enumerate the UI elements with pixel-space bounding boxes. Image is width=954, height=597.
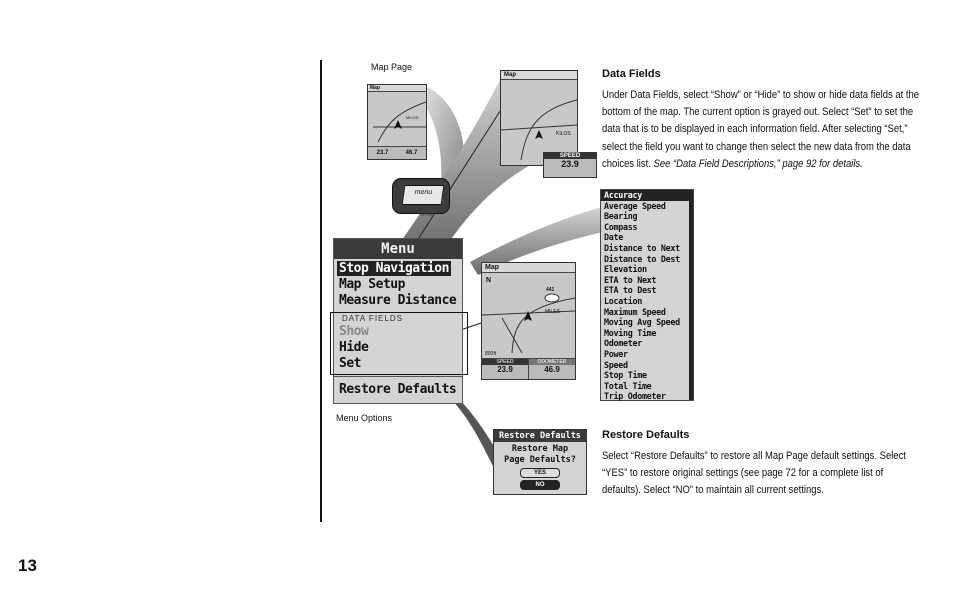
menu-option-set[interactable]: Set: [339, 356, 361, 371]
speed-field: [482, 359, 529, 379]
restore-defaults-dialog: [493, 429, 587, 495]
small-map-screen: [367, 84, 427, 160]
zoom-speed-field: [543, 152, 597, 178]
data-field-option[interactable]: Maximum Speed: [604, 306, 666, 317]
menu-key[interactable]: [392, 178, 450, 214]
data-field-option[interactable]: ETA to Next: [604, 274, 657, 285]
zoom-map-title: Map: [501, 71, 577, 80]
zoom-map-town: KILOS: [556, 131, 571, 137]
data-fields-highlight-box: [330, 312, 468, 375]
small-map-speed: 23.7: [376, 150, 389, 156]
zoom-speed-value: 23.9: [561, 159, 579, 169]
list-scrollbar[interactable]: [689, 190, 693, 400]
data-field-option[interactable]: Distance to Next: [604, 242, 680, 253]
data-field-option[interactable]: Accuracy: [601, 190, 693, 201]
data-fields-reference: See “Data Field Descriptions,” page 92 for details.: [653, 157, 863, 170]
north-indicator: N: [486, 277, 492, 284]
route-shield: 441: [546, 287, 555, 293]
page-number: 13: [18, 556, 37, 575]
zoom-map-roads: [501, 80, 577, 160]
data-field-option[interactable]: Moving Avg Speed: [604, 317, 680, 328]
data-fields-heading: Data Fields: [602, 68, 661, 80]
menu-option-hide[interactable]: Hide: [339, 340, 369, 355]
map-roads: [482, 273, 575, 353]
data-field-option[interactable]: Stop Time: [604, 370, 647, 381]
menu-option-show[interactable]: Show: [339, 324, 369, 339]
menu-options-caption: Menu Options: [336, 413, 393, 423]
small-map-title: Map: [368, 85, 426, 92]
odometer-field: [529, 359, 575, 379]
data-field-option[interactable]: Compass: [604, 221, 638, 232]
dialog-yes-button[interactable]: YES: [520, 468, 560, 478]
small-map-town: MILOS: [406, 115, 419, 120]
zoom-speed-label: SPEED: [544, 153, 596, 159]
data-field-option[interactable]: Total Time: [604, 380, 652, 391]
odometer-field-label: ODOMETER: [529, 359, 575, 365]
data-field-option[interactable]: Moving Time: [604, 327, 657, 338]
data-fields-text: Under Data Fields, select “Show” or “Hide” to show or hide data fields at the bottom of the map. The current option is grayed out. Select “Set” to set the data that is to be displayed in each information field. After selecting “Set,” select the field you want to change then select the new data from the data choices list.: [602, 89, 920, 170]
menu-key-label: menu: [402, 185, 445, 205]
map-title-text: Map: [485, 264, 499, 271]
data-field-option[interactable]: Bearing: [604, 211, 638, 222]
menu-item-measure-distance[interactable]: Measure Distance: [339, 293, 457, 308]
restore-defaults-body: Select “Restore Defaults” to restore all Map Page default settings. Select “YES” to restore original settings (see page 72 for a complete list of defaults). Select “NO” to maintain all current settings.: [602, 450, 906, 497]
speed-field-label: SPEED: [482, 359, 528, 365]
menu-divider: [334, 376, 462, 377]
data-field-option[interactable]: Speed: [604, 359, 628, 370]
odometer-field-value: 46.9: [544, 365, 560, 374]
menu-item-stop-navigation[interactable]: Stop Navigation: [339, 261, 449, 276]
enter-key-label: enter: [421, 212, 435, 218]
menu-title: Menu: [334, 239, 462, 259]
map-town: MILES: [545, 309, 561, 315]
map-screen: [481, 262, 576, 380]
data-field-option[interactable]: Trip Odometer: [604, 391, 666, 402]
data-field-option[interactable]: Location: [604, 295, 642, 306]
dialog-question-line1: Restore Map: [511, 444, 569, 454]
data-field-option[interactable]: Elevation: [604, 264, 647, 275]
data-fields-group-label: DATA FIELDS: [342, 314, 403, 323]
dialog-title: Restore Defaults: [494, 430, 586, 442]
small-map-odometer: 46.7: [405, 150, 418, 156]
map-title: [482, 263, 575, 273]
margin-rule: [320, 60, 322, 522]
speed-field-value: 23.9: [497, 365, 513, 374]
dialog-question-line2: Page Defaults?: [504, 455, 576, 465]
data-field-option[interactable]: Average Speed: [604, 200, 666, 211]
menu-item-map-setup[interactable]: Map Setup: [339, 277, 405, 292]
data-fields-list: [600, 189, 694, 401]
data-field-option[interactable]: Odometer: [604, 338, 642, 349]
small-map-fields: [368, 146, 426, 159]
map-data-fields: [482, 358, 575, 379]
restore-defaults-heading: Restore Defaults: [602, 429, 690, 441]
dialog-no-button[interactable]: NO: [520, 480, 560, 490]
data-field-option[interactable]: Distance to Dest: [604, 253, 680, 264]
data-fields-body: [602, 87, 922, 173]
menu-item-restore-defaults[interactable]: Restore Defaults: [339, 382, 457, 397]
data-field-option[interactable]: Power: [604, 348, 628, 359]
data-field-option[interactable]: Date: [604, 232, 623, 243]
data-field-option[interactable]: ETA to Dest: [604, 285, 657, 296]
map-page-caption: Map Page: [371, 62, 413, 72]
map-scale: 800ft: [485, 351, 497, 357]
